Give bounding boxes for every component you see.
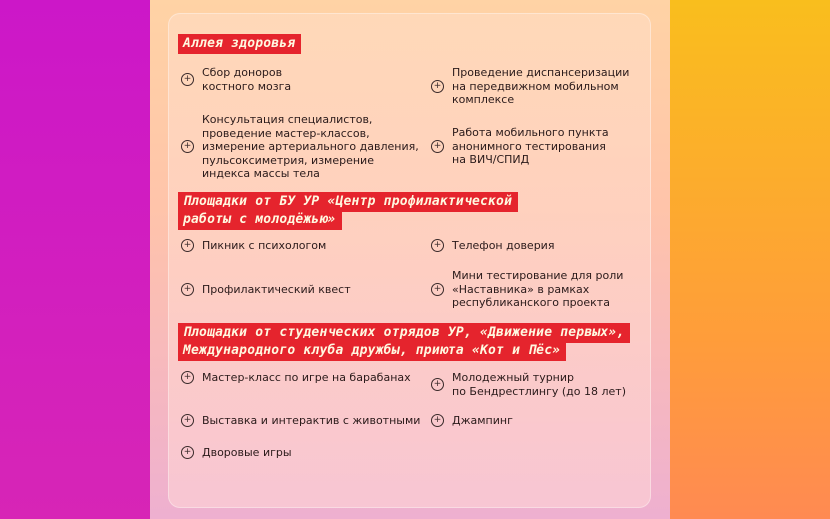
plus-circle-icon: + [431, 414, 444, 427]
list-item: + Пикник с психологом [181, 239, 326, 253]
plus-circle-icon: + [181, 414, 194, 427]
right-background-band [670, 0, 830, 519]
section-heading-prevention-center-line2: работы с молодёжью» [178, 210, 342, 230]
plus-circle-icon: + [181, 283, 194, 296]
plus-circle-icon: + [431, 378, 444, 391]
section-heading-student-teams: Площадки от студенческих отрядов УР, «Движение первых», [178, 323, 630, 343]
list-item: + Профилактический квест [181, 283, 351, 297]
plus-circle-icon: + [181, 140, 194, 153]
plus-circle-icon: + [431, 80, 444, 93]
plus-circle-icon: + [181, 239, 194, 252]
list-item: + Джампинг [431, 414, 513, 428]
plus-circle-icon: + [431, 239, 444, 252]
section-heading-health-alley: Аллея здоровья [178, 34, 301, 54]
list-item: + Мини тестирование для роли «Наставника» в рамках республиканского проекта [431, 269, 623, 310]
list-item: + Молодежный турнир по Бендрестлингу (до 18 лет) [431, 371, 626, 398]
list-item: + Работа мобильного пункта анонимного тестирования на ВИЧ/СПИД [431, 126, 609, 167]
list-item: + Дворовые игры [181, 446, 292, 460]
plus-circle-icon: + [181, 446, 194, 459]
list-item: + Выставка и интерактив с животными [181, 414, 420, 428]
list-item: + Телефон доверия [431, 239, 554, 253]
plus-circle-icon: + [431, 140, 444, 153]
list-item: + Консультация специалистов, проведение мастер-классов, измерение артериального давления, пульсоксиметрия, измерение индекса массы тела [181, 113, 419, 181]
plus-circle-icon: + [431, 283, 444, 296]
list-item: + Проведение диспансеризации на передвижном мобильном комплексе [431, 66, 629, 107]
list-item: + Сбор доноров костного мозга [181, 66, 291, 93]
section-heading-prevention-center: Площадки от БУ УР «Центр профилактической [178, 192, 518, 212]
plus-circle-icon: + [181, 73, 194, 86]
left-background-band [0, 0, 150, 519]
section-heading-student-teams-line2: Международного клуба дружбы, приюта «Кот и Пёс» [178, 341, 566, 361]
list-item: + Мастер-класс по игре на барабанах [181, 371, 411, 385]
plus-circle-icon: + [181, 371, 194, 384]
